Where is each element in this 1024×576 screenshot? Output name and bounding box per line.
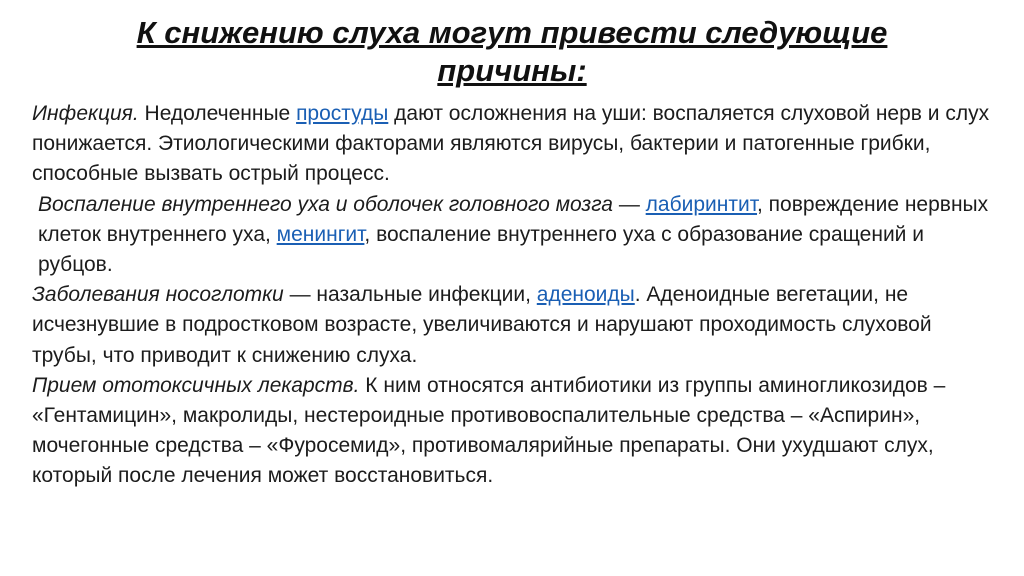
text-segment: . Аденоидные вегетации, не исчезнувшие в подростковом возрасте, увеличиваются и нарушают проходимость слуховой трубы, что приводит к снижению слуха. [32,283,932,367]
term-nasopharynx: Заболевания носоглотки [32,283,284,307]
text-segment: дают осложнения на уши: воспаляется слуховой нерв и слух понижается. Этиологическими факторами являются вирусы, бактерии и патогенные грибки, способные вызвать острый процесс. [32,102,990,186]
text-segment: , воспаление внутреннего уха с образование сращений и рубцов. [38,222,924,277]
paragraph-inner-ear [32,190,1002,281]
slide-title: К снижению слуха могут привести следующие причины: [136,15,888,88]
link-prostudy[interactable]: простуды [296,102,389,125]
link-meningitis[interactable]: менингит [276,222,365,246]
paragraph-infection [32,99,1002,190]
text-segment: Недолеченные [138,102,297,125]
term-infection: Инфекция. [32,102,139,125]
text-segment: К ним относятся антибиотики из группы аминогликозидов – «Гентамицин», макролиды, нестероидные противовоспалительные средства – «Аспирин», мочегонные средства – «Фуросемид», противомалярийные препараты. Они ухудшают слух, который после лечения может восстановиться. [32,373,946,488]
slide-body [32,99,1002,492]
paragraph-nasopharynx [32,280,1002,371]
text-segment: — [613,192,646,216]
link-adenoids[interactable]: аденоиды [536,283,635,307]
paragraph-ototoxic-drugs [32,371,1002,492]
term-inner-ear: Воспаление внутреннего уха и оболочек головного мозга [38,192,613,216]
term-ototoxic-drugs: Прием ототоксичных лекарств. [32,373,360,397]
link-labyrinthitis[interactable]: лабиринтит [645,192,758,216]
text-segment: , повреждение нервных клеток внутреннего уха, [38,192,989,246]
text-segment: — назальные инфекции, [283,283,537,307]
